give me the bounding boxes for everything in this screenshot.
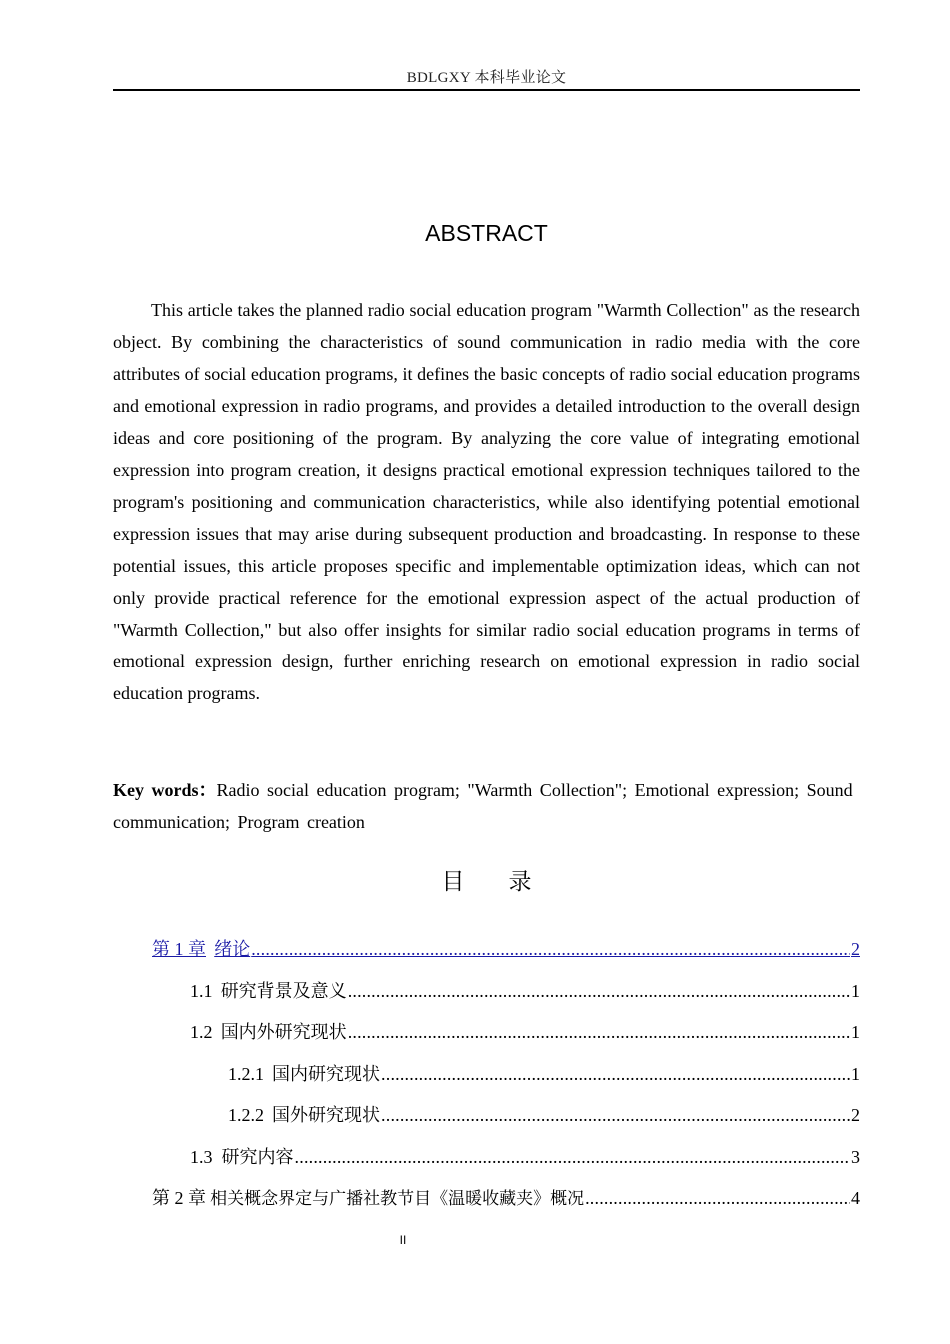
toc-entry-text: 国外研究现状 bbox=[272, 1105, 381, 1125]
toc-entry-number: 1.1 bbox=[190, 981, 213, 1001]
toc-entry-number: 1.2.1 bbox=[228, 1064, 264, 1084]
toc-leader-dots bbox=[381, 1061, 850, 1087]
toc-leader-dots bbox=[348, 978, 850, 1004]
toc-entry-page: 4 bbox=[851, 1188, 860, 1208]
toc-entry-chapter-1[interactable] bbox=[152, 936, 860, 962]
toc-leader-dots bbox=[585, 1185, 850, 1211]
abstract-title: ABSTRACT bbox=[425, 220, 548, 246]
toc-entry-page: 2 bbox=[851, 939, 860, 959]
toc-entry-number: 第 1 章 bbox=[152, 939, 206, 959]
toc-title-char-1: 目 bbox=[441, 869, 465, 895]
toc-entry-text: 研究背景及意义 bbox=[220, 981, 347, 1001]
toc-entry-page: 2 bbox=[851, 1105, 860, 1125]
toc-leader-dots bbox=[381, 1102, 850, 1128]
toc-entry-page: 1 bbox=[851, 1022, 860, 1042]
toc-entry-page: 1 bbox=[851, 981, 860, 1001]
toc-entry-page: 3 bbox=[851, 1147, 860, 1167]
keywords-text: Radio social education program; "Warmth Collection"; Emotional expression; Sound communication; Program creation bbox=[113, 780, 853, 832]
toc-entry-number: 1.3 bbox=[190, 1147, 213, 1167]
toc-entry-number: 第 2 章 bbox=[152, 1188, 206, 1208]
toc-entry-1-1[interactable] bbox=[190, 978, 860, 1004]
toc-leader-dots bbox=[348, 1019, 850, 1045]
toc-title-char-2: 录 bbox=[508, 869, 532, 895]
page-number: II bbox=[399, 1233, 407, 1247]
toc-entry-text: 国内外研究现状 bbox=[220, 1022, 347, 1042]
toc-leader-dots bbox=[295, 1144, 850, 1170]
toc-entry-1-3[interactable] bbox=[190, 1144, 860, 1170]
toc-entry-page: 1 bbox=[851, 1064, 860, 1084]
page-header: BDLGXY 本科毕业论文 bbox=[113, 68, 860, 91]
toc-entry-text: 研究内容 bbox=[221, 1147, 294, 1167]
toc-title bbox=[113, 866, 860, 898]
toc-entry-text: 国内研究现状 bbox=[272, 1064, 381, 1084]
toc-entry-number: 1.2 bbox=[190, 1022, 213, 1042]
toc-entry-1-2-1[interactable] bbox=[228, 1061, 860, 1087]
keywords-paragraph bbox=[113, 774, 860, 838]
toc-leader-dots bbox=[251, 936, 850, 962]
abstract-body: This article takes the planned radio social education program "Warmth Collection" as the research object. By combining the characteristics of sound communication in radio media with the core attributes of social education programs, it defines the basic concepts of radio social education programs and emotional expression in radio programs, and provides a detailed introduction to the overall design ideas and core positioning of the program. By analyzing the core value of integrating emotional expression into program creation, it designs practical emotional expression techniques tailored to the program's positioning and communication characteristics, while also identifying potential emotional expression issues that may arise during subsequent production and broadcasting. In response to these potential issues, this article proposes specific and implementable optimization ideas, which can not only provide practical reference for the emotional expression aspect of the actual production of "Warmth Collection," but also offer insights for similar radio social education programs in terms of emotional expression design, further enriching research on emotional expression in radio social education programs. bbox=[113, 300, 860, 704]
toc-entry-1-2-2[interactable] bbox=[228, 1102, 860, 1128]
toc-entry-text: 相关概念界定与广播社教节目《温暖收藏夹》概况 bbox=[210, 1189, 585, 1209]
keywords-label: Key words： bbox=[113, 780, 217, 800]
toc-entry-number: 1.2.2 bbox=[228, 1105, 264, 1125]
toc-entry-text: 绪论 bbox=[214, 939, 251, 959]
toc-entry-1-2[interactable] bbox=[190, 1019, 860, 1045]
toc-entry-chapter-2[interactable] bbox=[152, 1185, 860, 1211]
